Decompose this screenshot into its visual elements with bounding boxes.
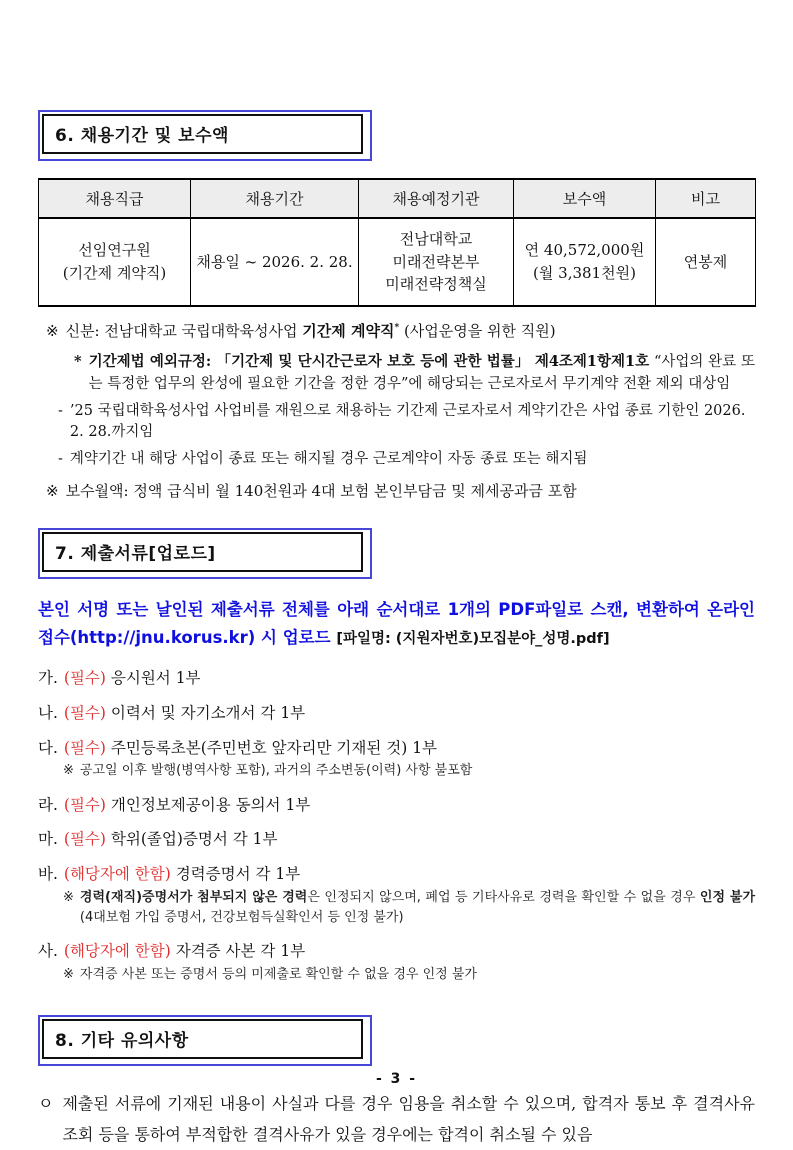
reference-mark: ※: [63, 763, 74, 779]
reference-mark: ※: [46, 481, 59, 500]
org-line3: 미래전략정책실: [385, 275, 487, 293]
cell-grade: [39, 218, 191, 306]
reference-mark: ※: [63, 966, 74, 982]
section6-heading-box: [38, 110, 372, 161]
list-item: [38, 829, 755, 851]
conditional-tag: (해당자에 한함): [63, 941, 171, 960]
dash-note-1-text: ’25 국립대학육성사업 사업비를 재원으로 채용하는 기간제 근로자로서 계약기간은 사업 종료 기한인 2026. 2. 28.까지임: [69, 402, 746, 441]
table-header-remark: 비고: [656, 179, 756, 218]
status-note: [46, 320, 755, 343]
dash-note-1: [58, 401, 755, 445]
subnote-text: 자격증 사본 또는 증명서 등의 미제출로 확인할 수 없을 경우 인정 불가: [79, 966, 477, 982]
list-item: [38, 738, 755, 782]
list-item: [38, 941, 755, 985]
required-tag: (필수): [63, 830, 106, 849]
item-number: 라.: [38, 795, 58, 814]
pay-note-text: 보수월액: 정액 급식비 월 140천원과 4대 보험 본인부담금 및 제세공과금 포함: [65, 481, 577, 500]
item-number: 나.: [38, 704, 58, 723]
table-header-org: 채용예정기관: [359, 179, 514, 218]
org-line1: 전남대학교: [399, 230, 473, 248]
list-item: [38, 703, 755, 725]
required-tag: (필수): [63, 669, 106, 688]
subnote-text: 공고일 이후 발행(병역사항 포함), 과거의 주소변동(이력) 사항 불포함: [79, 763, 473, 779]
item-text: 이력서 및 자기소개서 각 1부: [105, 704, 306, 723]
cell-period: 채용일 ~ 2026. 2. 28.: [191, 218, 359, 306]
pay-line2: (월 3,381천원): [533, 263, 636, 282]
required-tag: (필수): [63, 795, 106, 814]
item-number: 다.: [38, 738, 58, 757]
table-row: [39, 218, 756, 306]
pay-note: [46, 480, 755, 503]
grade-line2: (기간제 계약직): [62, 263, 167, 282]
status-note-bold: 기간제 계약직: [302, 321, 395, 340]
reference-mark: ※: [46, 321, 59, 340]
document-list: [38, 668, 755, 984]
conditional-tag: (해당자에 한함): [63, 864, 171, 883]
subnote-bold: 인정 불가: [699, 889, 756, 905]
law-note-bold: 기간제법 예외규정: 「기간제 및 단시간근로자 보호 등에 관한 법률」 제4조제1항제1호: [88, 353, 650, 370]
upload-instruction-blue: 본인 서명 또는 날인된 제출서류 전체를 아래 순서대로 1개의 PDF파일로 스캔, 변환하여 온라인 접수(http://jnu.korus.kr) 시 업로드: [38, 600, 755, 648]
asterisk-mark: *: [74, 353, 82, 370]
item-text: 자격증 사본 각 1부: [170, 941, 306, 960]
dash-note-2-text: 계약기간 내 해당 사업이 종료 또는 해지될 경우 근로계약이 자동 종료 또는 해지됨: [69, 451, 588, 467]
etc-note: [38, 1088, 755, 1150]
table-header-grade: 채용직급: [39, 179, 191, 218]
recruit-table: [38, 178, 756, 307]
cell-remark: 연봉제: [656, 218, 756, 306]
cell-pay: [514, 218, 656, 306]
section8-heading-box: [38, 1015, 372, 1066]
dash-mark: -: [58, 402, 63, 419]
item-number: 사.: [38, 941, 58, 960]
item-subnote: [63, 965, 755, 985]
section6-title: 6. 채용기간 및 보수액: [42, 114, 363, 154]
subnote-text: 경력(재직)증명서가 첨부되지 않은 경력은 인정되지 않으며, 폐업 등 기타사유로 경력을 확인할 수 없을 경우 인정 불가(4대보험 가입 증명서, 건강보험득실확인서 등 인정 불가): [79, 889, 756, 925]
required-tag: (필수): [63, 738, 106, 757]
dash-note-2: [58, 449, 755, 471]
item-text: 개인정보제공이용 동의서 1부: [105, 795, 311, 814]
item-text: 응시원서 1부: [105, 669, 201, 688]
item-text: 경력증명서 각 1부: [170, 864, 301, 883]
section7-heading-box: [38, 528, 372, 579]
subnote-bold: 경력(재직)증명서가 첨부되지 않은 경력: [79, 889, 308, 905]
grade-line1: 선임연구원: [78, 241, 151, 260]
list-item: [38, 795, 755, 817]
dash-mark: -: [58, 451, 63, 467]
pay-line1: 연 40,572,000원: [524, 241, 645, 260]
law-note-text: 기간제법 예외규정: 「기간제 및 단시간근로자 보호 등에 관한 법률」 제4조제1항제1호 “사업의 완료 또는 특정한 업무의 완성에 필요한 기간을 정한 경우”에 해당되는 근로자로서 무기계약 전환 제외 대상임: [88, 353, 755, 392]
section7-title: 7. 제출서류[업로드]: [42, 532, 363, 572]
item-number: 마.: [38, 830, 58, 849]
item-number: 가.: [38, 669, 58, 688]
reference-mark: ※: [63, 889, 74, 905]
footer-page-number: - 3 -: [375, 1071, 418, 1087]
asterisk-mark: *: [394, 322, 400, 333]
etc-note-text: 제출된 서류에 기재된 내용이 사실과 다를 경우 임용을 취소할 수 있으며, 합격자 통보 후 결격사유 조회 등을 통하여 부적합한 결격사유가 있을 경우에는 합격이 취소될 수 있음: [62, 1093, 755, 1144]
section7: [38, 528, 755, 984]
list-item: [38, 668, 755, 690]
item-subnote: [63, 761, 755, 781]
section8-title: 8. 기타 유의사항: [42, 1019, 363, 1059]
section6-notes: [38, 320, 755, 503]
table-header-row: [39, 179, 756, 218]
item-subnote: [63, 888, 755, 928]
item-number: 바.: [38, 864, 58, 883]
required-tag: (필수): [63, 704, 106, 723]
table-header-pay: 보수액: [514, 179, 656, 218]
cell-org: [359, 218, 514, 306]
law-note: [74, 351, 755, 396]
upload-filename-format: [파일명: (지원자번호)모집분야_성명.pdf]: [336, 631, 610, 648]
status-note-text: 신분: 전남대학교 국립대학육성사업 기간제 계약직* (사업운영을 위한 직원): [65, 321, 556, 340]
table-header-period: 채용기간: [191, 179, 359, 218]
circle-bullet: ㅇ: [38, 1093, 54, 1113]
org-line2: 미래전략본부: [392, 252, 480, 271]
item-text: 주민등록초본(주민번호 앞자리만 기재된 것) 1부: [105, 738, 438, 757]
item-text: 학위(졸업)증명서 각 1부: [105, 830, 278, 849]
list-item: [38, 864, 755, 928]
upload-instruction: [38, 596, 755, 652]
